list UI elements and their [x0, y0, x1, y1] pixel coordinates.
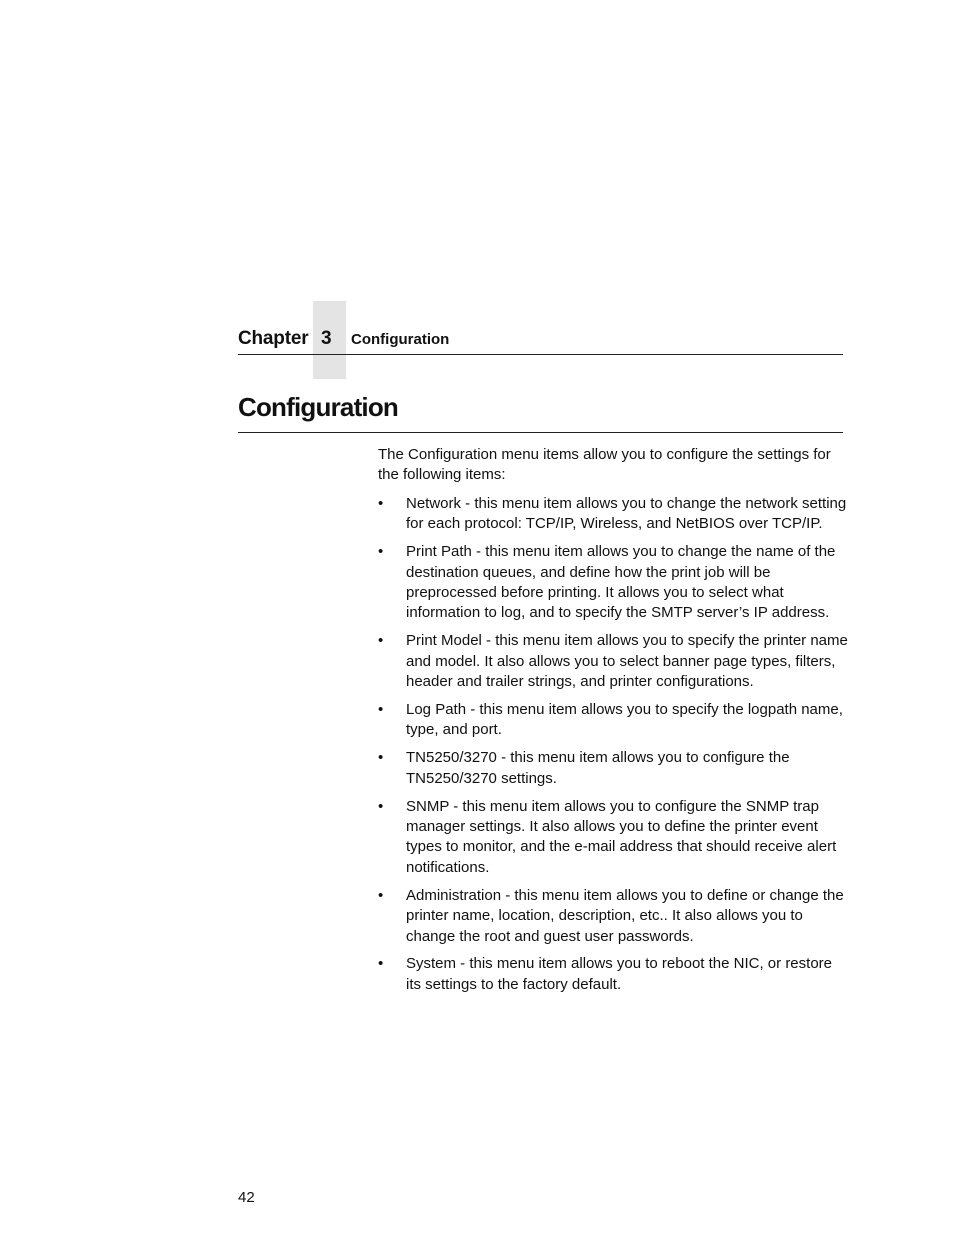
header-rule: [238, 354, 843, 355]
list-item-text: System - this menu item allows you to reboot the NIC, or restore its settings to the factory default.: [406, 955, 832, 993]
list-item-text: Network - this menu item allows you to change the network setting for each protocol: TCP/IP, Wireless, and NetBIOS over TCP/IP.: [406, 494, 847, 533]
list-item: [378, 494, 848, 535]
bullet-icon: •: [378, 543, 384, 561]
section-rule: [238, 432, 843, 433]
list-item: [378, 542, 848, 624]
list-item-text: SNMP - this menu item allows you to configure the SNMP trap manager settings. It also allows you to define the printer event types to monitor, and the e-mail address that should receive alert notifications.: [406, 797, 837, 876]
menu-items-list: [378, 494, 848, 995]
bullet-icon: •: [378, 955, 384, 973]
list-item: [378, 954, 848, 995]
chapter-label: Chapter: [238, 328, 309, 349]
list-item-text: Log Path - this menu item allows you to specify the logpath name, type, and port.: [406, 700, 843, 739]
chapter-number: 3: [321, 328, 332, 349]
list-item: [378, 886, 848, 947]
list-item-text: TN5250/3270 - this menu item allows you to configure the TN5250/3270 settings.: [406, 749, 790, 787]
body-content: [378, 445, 848, 1003]
section-heading: Configuration: [238, 392, 399, 422]
chapter-title: Configuration: [351, 331, 450, 348]
bullet-icon: •: [378, 632, 384, 650]
intro-paragraph: The Configuration menu items allow you to configure the settings for the following items:: [378, 446, 831, 484]
list-item-text: Print Model - this menu item allows you to specify the printer name and model. It also allows you to select banner page types, filters, header and trailer strings, and printer configurations.: [406, 632, 848, 691]
list-item: [378, 797, 848, 879]
list-item-text: Administration - this menu item allows you to define or change the printer name, location, description, etc.. It also allows you to change the root and guest user passwords.: [406, 886, 844, 945]
page-number: 42: [238, 1189, 255, 1206]
bullet-icon: •: [378, 494, 384, 512]
bullet-icon: •: [378, 749, 384, 767]
list-item: [378, 748, 848, 789]
bullet-icon: •: [378, 797, 384, 815]
list-item: [378, 700, 848, 741]
bullet-icon: •: [378, 886, 384, 904]
list-item-text: Print Path - this menu item allows you to change the name of the destination queues, and define how the print job will be preprocessed before printing. It allows you to select what information to log, and to specify the SMTP server’s IP address.: [406, 543, 836, 622]
bullet-icon: •: [378, 700, 384, 718]
list-item: [378, 631, 848, 692]
